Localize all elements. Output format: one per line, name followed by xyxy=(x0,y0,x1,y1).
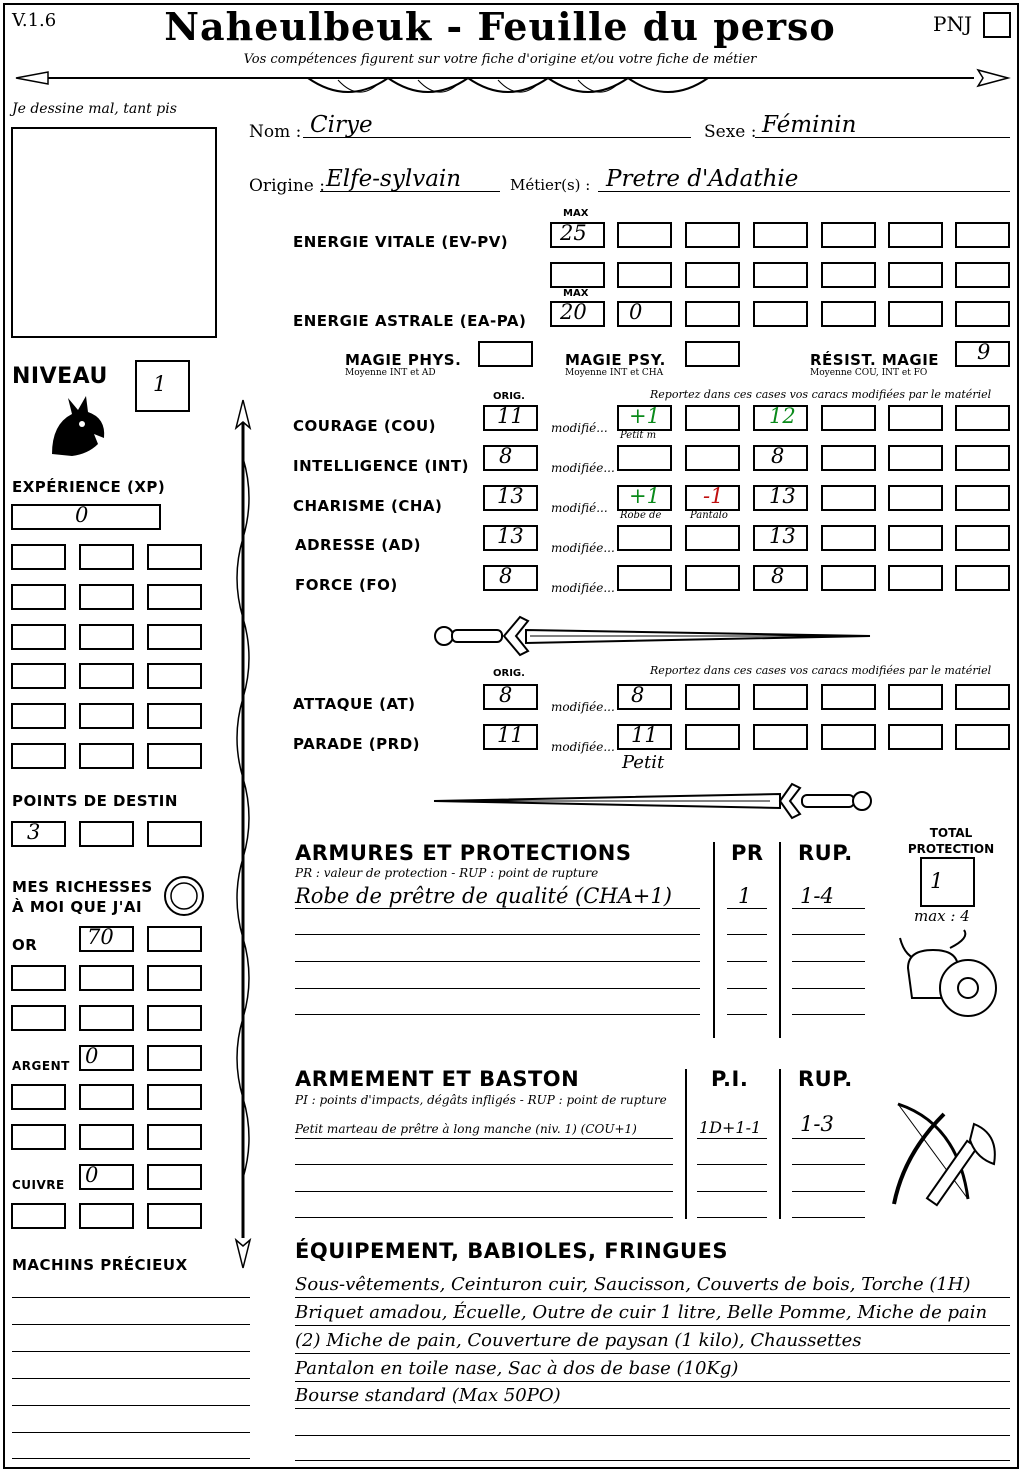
magie-psy-box[interactable] xyxy=(685,341,740,367)
ea-max-label: MAX xyxy=(563,288,589,299)
ad-orig-box[interactable] xyxy=(483,525,538,551)
int-mod-box[interactable] xyxy=(955,445,1010,471)
destin-box[interactable] xyxy=(147,821,202,847)
cha-mod1-note: Robe de xyxy=(620,510,662,521)
int-orig-box[interactable] xyxy=(483,445,538,471)
ev-max-box[interactable] xyxy=(550,222,605,248)
equipment-title: ÉQUIPEMENT, BABIOLES, FRINGUES xyxy=(295,1239,728,1263)
ea-current-value: 0 xyxy=(629,300,643,324)
cuivre-box[interactable] xyxy=(147,1203,202,1229)
armor-item-pr[interactable]: 1 xyxy=(738,884,752,908)
destin-value: 3 xyxy=(27,820,41,844)
xp-box[interactable] xyxy=(147,544,202,570)
xp-box[interactable] xyxy=(147,584,202,610)
machins-line[interactable] xyxy=(12,1458,250,1459)
armor-rup-label: RUP. xyxy=(798,841,853,865)
prd-mod-box[interactable] xyxy=(753,724,808,750)
armor-line[interactable] xyxy=(295,961,700,962)
cou-mod1-note: Petit m xyxy=(620,430,657,441)
spear-icon xyxy=(228,398,258,1270)
ev-label: ENERGIE VITALE (EV-PV) xyxy=(293,233,509,251)
destin-label: POINTS DE DESTIN xyxy=(12,792,178,810)
machins-line[interactable] xyxy=(12,1324,250,1325)
at-final-box[interactable] xyxy=(617,684,672,710)
weapon-item-pi[interactable]: 1D+1-1 xyxy=(699,1118,762,1137)
ev-box[interactable] xyxy=(821,262,876,288)
xp-box[interactable] xyxy=(11,663,66,689)
ad-mod-box[interactable] xyxy=(888,525,943,551)
xp-box[interactable] xyxy=(79,544,134,570)
max-protection-note: max : 4 xyxy=(914,907,970,925)
nom-label: Nom : xyxy=(249,122,302,142)
ea-box[interactable] xyxy=(753,301,808,327)
weapon-pi-line[interactable] xyxy=(697,1191,767,1192)
ev-box[interactable] xyxy=(888,222,943,248)
int-mod-box[interactable] xyxy=(888,445,943,471)
armor-line[interactable] xyxy=(295,988,700,989)
cuivre-box[interactable] xyxy=(147,1164,202,1190)
destin-box[interactable] xyxy=(11,821,66,847)
prd-label: PARADE (PRD) xyxy=(293,735,421,753)
prd-final-box[interactable] xyxy=(617,724,672,750)
equipment-line[interactable] xyxy=(295,1435,1010,1436)
niveau-box[interactable] xyxy=(135,360,190,412)
armor-line[interactable] xyxy=(295,1014,700,1015)
orig-label: ORIG. xyxy=(493,391,525,402)
prd-mod-box[interactable] xyxy=(821,724,876,750)
ad-mod-box[interactable] xyxy=(685,525,740,551)
int-final-value: 8 xyxy=(771,444,785,468)
weapon-pi-line[interactable] xyxy=(697,1217,767,1218)
niveau-label: NIVEAU xyxy=(12,364,108,389)
ea-label: ENERGIE ASTRALE (EA-PA) xyxy=(293,312,527,330)
xp-value: 0 xyxy=(75,503,89,527)
cha-mod-box[interactable] xyxy=(888,485,943,511)
ad-final-value: 13 xyxy=(769,524,796,548)
cou-final-box[interactable] xyxy=(753,405,808,431)
cha-orig-value: 13 xyxy=(497,484,524,508)
fo-orig-box[interactable] xyxy=(483,565,538,591)
weapon-rup-line[interactable] xyxy=(792,1191,865,1192)
ev-box[interactable] xyxy=(753,262,808,288)
armor-title: ARMURES ET PROTECTIONS xyxy=(295,841,632,865)
armor-item-rup[interactable]: 1-4 xyxy=(800,884,834,908)
weapon-pi-line[interactable] xyxy=(697,1164,767,1165)
fo-mod-box[interactable] xyxy=(617,565,672,591)
at-mod-box[interactable] xyxy=(685,684,740,710)
metier-value[interactable]: Pretre d'Adathie xyxy=(606,166,799,192)
weapons-pi-label: P.I. xyxy=(711,1067,749,1091)
argent-box[interactable] xyxy=(79,1045,134,1071)
or-box[interactable] xyxy=(11,965,66,991)
cha-mod2-value: -1 xyxy=(703,484,724,508)
origine-label: Origine : xyxy=(249,176,325,196)
ad-label: ADRESSE (AD) xyxy=(295,536,422,554)
helmet-shield-icon xyxy=(890,928,1005,1033)
fo-mod-box[interactable] xyxy=(955,565,1010,591)
niveau-value: 1 xyxy=(153,372,167,396)
ad-mod-box[interactable] xyxy=(821,525,876,551)
xp-box[interactable] xyxy=(11,624,66,650)
or-box[interactable] xyxy=(147,965,202,991)
sheet-title: Naheulbeuk - Feuille du perso xyxy=(164,4,836,49)
fo-final-value: 8 xyxy=(771,564,785,588)
cou-orig-value: 11 xyxy=(497,404,524,428)
resist-magie-box[interactable] xyxy=(955,341,1010,367)
cuivre-box[interactable] xyxy=(11,1203,66,1229)
equipment-line xyxy=(295,1325,1010,1326)
int-final-box[interactable] xyxy=(753,445,808,471)
xp-box[interactable] xyxy=(147,624,202,650)
equipment-line xyxy=(295,1353,1010,1354)
sexe-line xyxy=(755,137,1010,138)
cou-label: COURAGE (COU) xyxy=(293,417,437,435)
armor-rup-line[interactable] xyxy=(792,908,865,909)
total-protection-value: 1 xyxy=(930,869,944,893)
armor-rup-line[interactable] xyxy=(792,1014,865,1015)
int-modif-label: modifiée... xyxy=(551,461,615,475)
prd-mod-box[interactable] xyxy=(888,724,943,750)
metier-label: Métier(s) : xyxy=(510,176,591,194)
or-value: 70 xyxy=(87,925,114,949)
xp-box[interactable] xyxy=(79,584,134,610)
at-mod-box[interactable] xyxy=(753,684,808,710)
xp-box[interactable] xyxy=(79,663,134,689)
resist-magie-note: Moyenne COU, INT et FO xyxy=(810,368,928,378)
fo-mod-box[interactable] xyxy=(888,565,943,591)
int-mod-box[interactable] xyxy=(685,445,740,471)
cha-mod1-value: +1 xyxy=(629,484,660,508)
armor-line[interactable] xyxy=(295,934,700,935)
armor-rup-line[interactable] xyxy=(792,961,865,962)
equipment-line xyxy=(295,1381,1010,1382)
prd-mod-box[interactable] xyxy=(685,724,740,750)
metier-line xyxy=(598,191,1010,192)
fo-mod-box[interactable] xyxy=(685,565,740,591)
origine-line xyxy=(320,191,500,192)
weapons-note: PI : points d'impacts, dégâts infligés - RUP : point de rupture xyxy=(295,1093,667,1107)
or-box[interactable] xyxy=(147,926,202,952)
weapon-line[interactable] xyxy=(295,1138,673,1139)
sexe-value[interactable]: Féminin xyxy=(762,112,857,138)
or-box[interactable] xyxy=(79,965,134,991)
ev-box[interactable] xyxy=(685,222,740,248)
argent-label: ARGENT xyxy=(12,1059,70,1073)
cha-mod-box[interactable] xyxy=(955,485,1010,511)
fo-label: FORCE (FO) xyxy=(295,576,398,594)
ad-mod-box[interactable] xyxy=(955,525,1010,551)
cou-mod-box[interactable] xyxy=(888,405,943,431)
dragon-icon xyxy=(42,394,106,464)
nom-value[interactable]: Cirye xyxy=(310,112,373,138)
cuivre-box[interactable] xyxy=(79,1203,134,1229)
total-protection-label: TOTAL PROTECTION xyxy=(907,826,995,856)
xp-label: EXPÉRIENCE (XP) xyxy=(12,478,166,496)
cha-mod-box[interactable] xyxy=(821,485,876,511)
or-label: OR xyxy=(12,936,38,954)
cou-final-value: 12 xyxy=(769,404,796,428)
ea-box[interactable] xyxy=(888,301,943,327)
ad-final-box[interactable] xyxy=(753,525,808,551)
weapon-item[interactable]: Petit marteau de prêtre à long manche (niv. 1) (COU+1) xyxy=(295,1122,637,1136)
armor-pr-label: PR xyxy=(731,841,764,865)
argent-box[interactable] xyxy=(147,1124,202,1150)
version-label: V.1.6 xyxy=(12,10,57,31)
cou-mod-box[interactable] xyxy=(617,405,672,431)
ea-max-value: 20 xyxy=(560,300,587,324)
resist-magie-value: 9 xyxy=(977,340,991,364)
armor-divider xyxy=(713,842,715,1038)
xp-box[interactable] xyxy=(147,703,202,729)
ad-orig-value: 13 xyxy=(497,524,524,548)
cou-mod1-value: +1 xyxy=(629,404,660,428)
int-mod-box[interactable] xyxy=(617,445,672,471)
armor-pr-line[interactable] xyxy=(727,961,767,962)
armor-pr-line[interactable] xyxy=(727,934,767,935)
armor-line[interactable] xyxy=(295,908,700,909)
at-modif-label: modifiée... xyxy=(551,700,615,714)
xp-box[interactable] xyxy=(11,703,66,729)
ad-modif-label: modifiée... xyxy=(551,541,615,555)
armor-divider xyxy=(779,842,781,1038)
machins-line[interactable] xyxy=(12,1351,250,1352)
weapon-item-rup[interactable]: 1-3 xyxy=(800,1112,834,1136)
prd-orig-box[interactable] xyxy=(483,724,538,750)
fo-mod-box[interactable] xyxy=(821,565,876,591)
pnj-label: PNJ xyxy=(933,12,972,36)
weapon-line[interactable] xyxy=(295,1191,673,1192)
at-mod-box[interactable] xyxy=(888,684,943,710)
ea-max-box[interactable] xyxy=(550,301,605,327)
argent-box[interactable] xyxy=(79,1124,134,1150)
argent-box[interactable] xyxy=(147,1084,202,1110)
coin-icon xyxy=(162,874,206,918)
portrait-box[interactable] xyxy=(11,127,217,338)
machins-line[interactable] xyxy=(12,1297,250,1298)
ev-box[interactable] xyxy=(685,262,740,288)
cha-mod-box[interactable] xyxy=(685,485,740,511)
ev-max-value: 25 xyxy=(560,221,587,245)
xp-box[interactable] xyxy=(147,663,202,689)
cha-label: CHARISME (CHA) xyxy=(293,497,443,515)
cou-orig-box[interactable] xyxy=(483,405,538,431)
weapon-rup-line[interactable] xyxy=(792,1164,865,1165)
at-label: ATTAQUE (AT) xyxy=(293,695,416,713)
machins-line[interactable] xyxy=(12,1432,250,1433)
equipment-line-text[interactable]: Briquet amadou, Écuelle, Outre de cuir 1 litre, Belle Pomme, Miche de pain xyxy=(295,1302,988,1323)
machins-line[interactable] xyxy=(12,1405,250,1406)
pnj-checkbox[interactable] xyxy=(983,12,1011,38)
weapon-line[interactable] xyxy=(295,1164,673,1165)
equipment-line xyxy=(295,1297,1010,1298)
ea-box[interactable] xyxy=(955,301,1010,327)
sexe-label: Sexe : xyxy=(704,122,757,142)
or-box[interactable] xyxy=(11,1005,66,1031)
cha-mod-box[interactable] xyxy=(617,485,672,511)
cha-final-value: 13 xyxy=(769,484,796,508)
armor-pr-line[interactable] xyxy=(727,988,767,989)
machins-line[interactable] xyxy=(12,1378,250,1379)
xp-box[interactable] xyxy=(11,544,66,570)
magie-phys-note: Moyenne INT et AD xyxy=(345,368,436,378)
sheet-subtitle: Vos compétences figurent sur votre fiche d'origine et/ou votre fiche de métier xyxy=(243,52,757,67)
equipment-line xyxy=(295,1408,1010,1409)
ea-box[interactable] xyxy=(821,301,876,327)
nom-line xyxy=(303,137,691,138)
xp-box[interactable] xyxy=(79,743,134,769)
prd-orig-value: 11 xyxy=(497,723,524,747)
argent-box[interactable] xyxy=(147,1045,202,1071)
argent-box[interactable] xyxy=(11,1084,66,1110)
or-box[interactable] xyxy=(79,1005,134,1031)
or-box[interactable] xyxy=(79,926,134,952)
cou-mod-box[interactable] xyxy=(955,405,1010,431)
ev-box[interactable] xyxy=(888,262,943,288)
ea-box[interactable] xyxy=(617,301,672,327)
cou-mod-box[interactable] xyxy=(821,405,876,431)
machins-label: MACHINS PRÉCIEUX xyxy=(12,1256,188,1274)
weapons-divider xyxy=(779,1069,781,1219)
equipment-line-text[interactable]: Bourse standard (Max 50PO) xyxy=(295,1385,561,1406)
argent-box[interactable] xyxy=(11,1124,66,1150)
weapon-pi-line[interactable] xyxy=(697,1138,767,1139)
ea-box[interactable] xyxy=(685,301,740,327)
ev-box[interactable] xyxy=(753,222,808,248)
armor-pr-line[interactable] xyxy=(727,908,767,909)
or-box[interactable] xyxy=(147,1005,202,1031)
ev-box[interactable] xyxy=(550,262,605,288)
cuivre-label: CUIVRE xyxy=(12,1178,65,1192)
argent-value: 0 xyxy=(85,1044,99,1068)
xp-box[interactable] xyxy=(147,743,202,769)
richesses-label: MES RICHESSES À MOI QUE J'AI xyxy=(12,878,153,916)
weapons-rup-label: RUP. xyxy=(798,1067,853,1091)
xp-box[interactable] xyxy=(79,703,134,729)
prd-modif-label: modifiée... xyxy=(551,740,615,754)
at-orig-value: 8 xyxy=(499,683,513,707)
cuivre-value: 0 xyxy=(85,1163,99,1187)
argent-box[interactable] xyxy=(79,1084,134,1110)
armor-rup-line[interactable] xyxy=(792,934,865,935)
ad-mod-box[interactable] xyxy=(617,525,672,551)
ev-max-label: MAX xyxy=(563,208,589,219)
weapon-rup-line[interactable] xyxy=(792,1138,865,1139)
magie-phys-box[interactable] xyxy=(478,341,533,367)
prd-mod-box[interactable] xyxy=(955,724,1010,750)
at-orig-box[interactable] xyxy=(483,684,538,710)
armor-item[interactable]: Robe de prêtre de qualité (CHA+1) xyxy=(295,884,672,908)
cou-modif-label: modifié... xyxy=(551,421,608,435)
weapon-rup-line[interactable] xyxy=(792,1217,865,1218)
equipment-line-text[interactable]: Pantalon en toile nase, Sac à dos de base (10Kg) xyxy=(295,1358,739,1379)
ev-box[interactable] xyxy=(617,222,672,248)
xp-box[interactable] xyxy=(11,584,66,610)
ev-box[interactable] xyxy=(617,262,672,288)
int-orig-value: 8 xyxy=(499,444,513,468)
weapons-title: ARMEMENT ET BASTON xyxy=(295,1067,580,1091)
armor-note: PR : valeur de protection - RUP : point de rupture xyxy=(295,866,599,880)
combat-orig-label: ORIG. xyxy=(493,668,525,679)
weapons-divider xyxy=(685,1069,687,1219)
cha-final-box[interactable] xyxy=(753,485,808,511)
cha-orig-box[interactable] xyxy=(483,485,538,511)
cuivre-box[interactable] xyxy=(79,1164,134,1190)
portrait-caption: Je dessine mal, tant pis xyxy=(12,101,177,117)
prd-final-value: 11 xyxy=(631,723,658,747)
at-mod-box[interactable] xyxy=(955,684,1010,710)
armor-pr-line[interactable] xyxy=(727,1014,767,1015)
destin-box[interactable] xyxy=(79,821,134,847)
sword-icon xyxy=(430,780,875,822)
weapon-line[interactable] xyxy=(295,1217,673,1218)
origine-value[interactable]: Elfe-sylvain xyxy=(326,166,462,192)
fo-modif-label: modifiée... xyxy=(551,581,615,595)
resist-magie-label: RÉSIST. MAGIE xyxy=(810,351,940,369)
sword-icon xyxy=(430,615,875,657)
cou-mod-box[interactable] xyxy=(685,405,740,431)
magie-phys-label: MAGIE PHYS. xyxy=(345,351,462,369)
cha-modif-label: modifié... xyxy=(551,501,608,515)
fo-orig-value: 8 xyxy=(499,564,513,588)
magie-psy-label: MAGIE PSY. xyxy=(565,351,666,369)
combat-report-note: Reportez dans ces cases vos caracs modifiées par le matériel xyxy=(650,664,992,677)
int-mod-box[interactable] xyxy=(821,445,876,471)
weapons-icon xyxy=(884,1094,1009,1216)
equipment-line-text[interactable]: Sous-vêtements, Ceinturon cuir, Saucisson, Couverts de bois, Torche (1H) xyxy=(295,1274,971,1295)
fo-final-box[interactable] xyxy=(753,565,808,591)
total-protection-box[interactable] xyxy=(920,857,975,907)
at-final-value: 8 xyxy=(631,683,645,707)
prd-note: Petit xyxy=(622,752,665,773)
int-label: INTELLIGENCE (INT) xyxy=(293,457,469,475)
magie-psy-note: Moyenne INT et CHA xyxy=(565,368,664,378)
xp-box[interactable] xyxy=(11,504,161,530)
at-mod-box[interactable] xyxy=(821,684,876,710)
cha-mod2-note: Pantalo xyxy=(690,510,728,521)
xp-box[interactable] xyxy=(11,743,66,769)
equipment-line-text[interactable]: (2) Miche de pain, Couverture de paysan (1 kilo), Chaussettes xyxy=(295,1330,862,1351)
equipment-line[interactable] xyxy=(295,1460,1010,1461)
armor-rup-line[interactable] xyxy=(792,988,865,989)
ev-box[interactable] xyxy=(955,262,1010,288)
report-note: Reportez dans ces cases vos caracs modifiées par le matériel xyxy=(650,388,992,401)
ev-box[interactable] xyxy=(821,222,876,248)
ev-box[interactable] xyxy=(955,222,1010,248)
xp-box[interactable] xyxy=(79,624,134,650)
